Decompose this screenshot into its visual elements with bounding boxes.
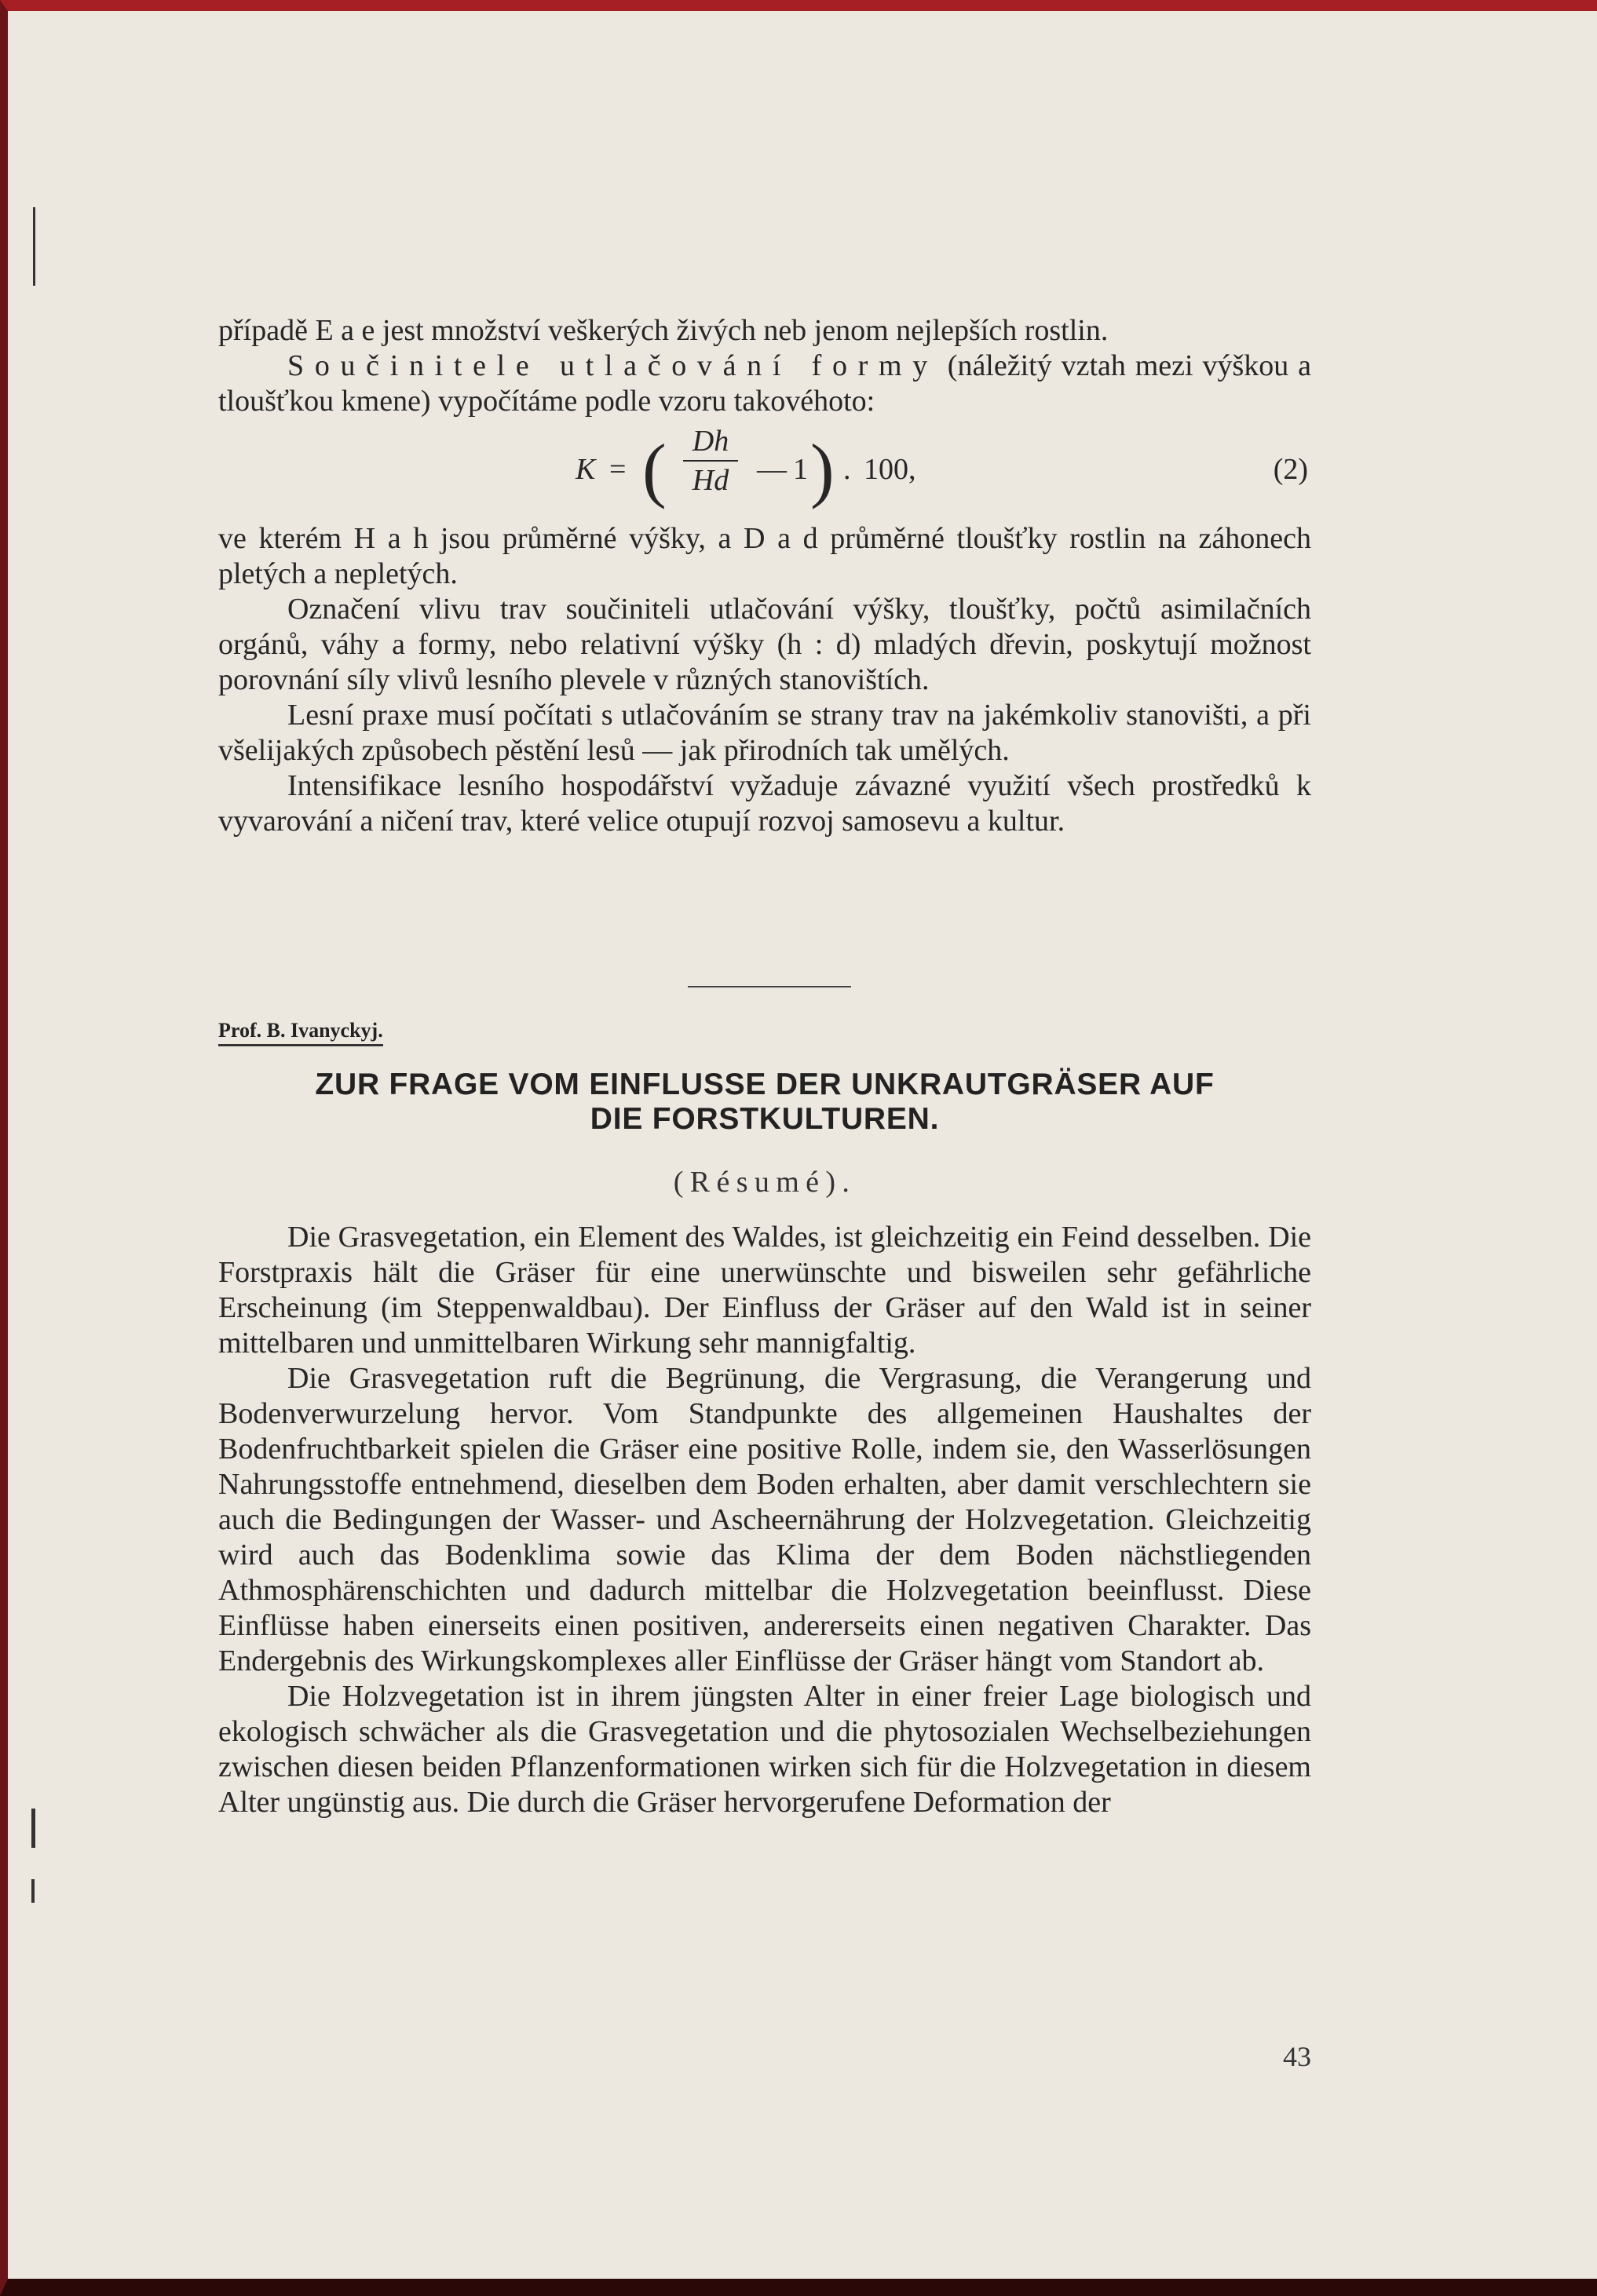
author-name: Prof. B. Ivanyckyj.: [218, 1019, 383, 1046]
paragraph: Die Grasvegetation ruft die Begrünung, die Vergrasung, die Verangerung und Bodenverwurzelung hervor. Vom Standpunkte des allgemeinen Haushaltes der Bodenfruchtbarkeit spielen die Gräser eine positive Rolle, indem sie, den Wasserlösungen Nahrungsstoffe entnehmend, dieselben dem Boden erhalten, aber damit verschlechtern sie auch die Bedingungen der Wasser- und Ascheernährung der Holzvegetation. Gleichzeitig wird auch das Bodenklima sowie das Klima der dem Boden nächstliegenden Athmosphärenschichten und dadurch mittelbar die Holzvegetation beeinflusst. Diese Einflüsse haben einerseits einen positiven, andererseits einen negativen Charakter. Das Endergebnis des Wirkungskomplexes aller Einflüsse der Gräser hängt vom Standort ab.: [218, 1362, 1311, 1677]
paragraph: Označení vlivu trav součiniteli utlačování výšky, tloušťky, počtů asimilačních orgánů, váhy a formy, nebo relativní výšky (h : d) mladých dřevin, poskytují možnost porovnání síly vlivů lesního plevele v různých stanovištích.: [218, 593, 1311, 696]
paragraph: Intensifikace lesního hospodářství vyžaduje závazné využití všech prostředků k vyvarování a ničení trav, které velice otupují rozvoj samosevu a kultur.: [218, 769, 1311, 838]
formula-one: 1: [793, 453, 808, 486]
fraction: [683, 424, 738, 498]
paragraph: Lesní praxe musí počítati s utlačováním se strany trav na jakémkoliv stanovišti, a při všelijakých způsobech pěstění lesů — jak přirodních tak umělých.: [218, 699, 1311, 767]
fraction-bar: [683, 460, 738, 462]
margin-mark: [33, 207, 35, 286]
german-text-block: [218, 1220, 1311, 1820]
section-divider: [688, 986, 851, 987]
margin-mark: [31, 1879, 35, 1903]
formula-equals: =: [609, 453, 627, 486]
formula-factor: 100,: [864, 453, 916, 486]
resume-heading: (Résumé).: [673, 1166, 857, 1199]
formula-lhs: K: [576, 453, 596, 486]
margin-mark: [31, 1809, 35, 1848]
paragraph: [218, 349, 1311, 419]
title-line: ZUR FRAGE VOM EINFLUSSE DER UNKRAUTGRÄSER AUF: [315, 1068, 1215, 1101]
formula-2: [218, 424, 1311, 518]
paragraph: ve kterém H a h jsou průměrné výšky, a D a d průměrné tloušťky rostlin na záhonech pletých a nepletých.: [218, 522, 1311, 590]
paragraph-text: (náležitý vztah mezi výškou a tloušťkou kmene) vypočítáme podle vzoru takovéhoto:: [218, 349, 1312, 418]
left-paren: (: [642, 429, 667, 509]
paragraph: případě E a e jest množství veškerých živých neb jenom nejlepších rostlin.: [218, 314, 1109, 347]
article-title: [218, 1068, 1311, 1137]
page-number: 43: [1283, 2041, 1311, 2072]
spaced-term: Součinitele utlačování formy: [287, 349, 938, 382]
fraction-numerator: Dh: [692, 425, 729, 458]
paragraph: Die Holzvegetation ist in ihrem jüngsten Alter in einer freier Lage biologisch und ekologisch schwächer als die Grasvegetation und die phytosozialen Wechselbeziehungen zwischen diesen beiden Pflanzenformationen wirken sich für die Holzvegetation in diesem Alter ungünstig aus. Die durch die Gräser hervorgerufene Deformation der: [218, 1680, 1311, 1819]
equation-number: (2): [1273, 453, 1308, 486]
fraction-denominator: Hd: [692, 464, 729, 497]
formula-dot: .: [843, 453, 851, 486]
paragraph: Die Grasvegetation, ein Element des Waldes, ist gleichzeitig ein Feind desselben. Die Forstpraxis hält die Gräser für eine unerwünschte und bisweilen sehr gefährliche Erscheinung (im Steppenwaldbau). Der Einfluss der Gräser auf den Wald ist in seiner mittelbaren und unmittelbaren Wirkung sehr mannigfaltig.: [218, 1221, 1311, 1360]
right-paren: ): [810, 429, 835, 509]
czech-text-block: [218, 313, 1311, 839]
formula-minus: —: [757, 453, 787, 486]
title-line: DIE FORSTKULTUREN.: [590, 1102, 940, 1136]
